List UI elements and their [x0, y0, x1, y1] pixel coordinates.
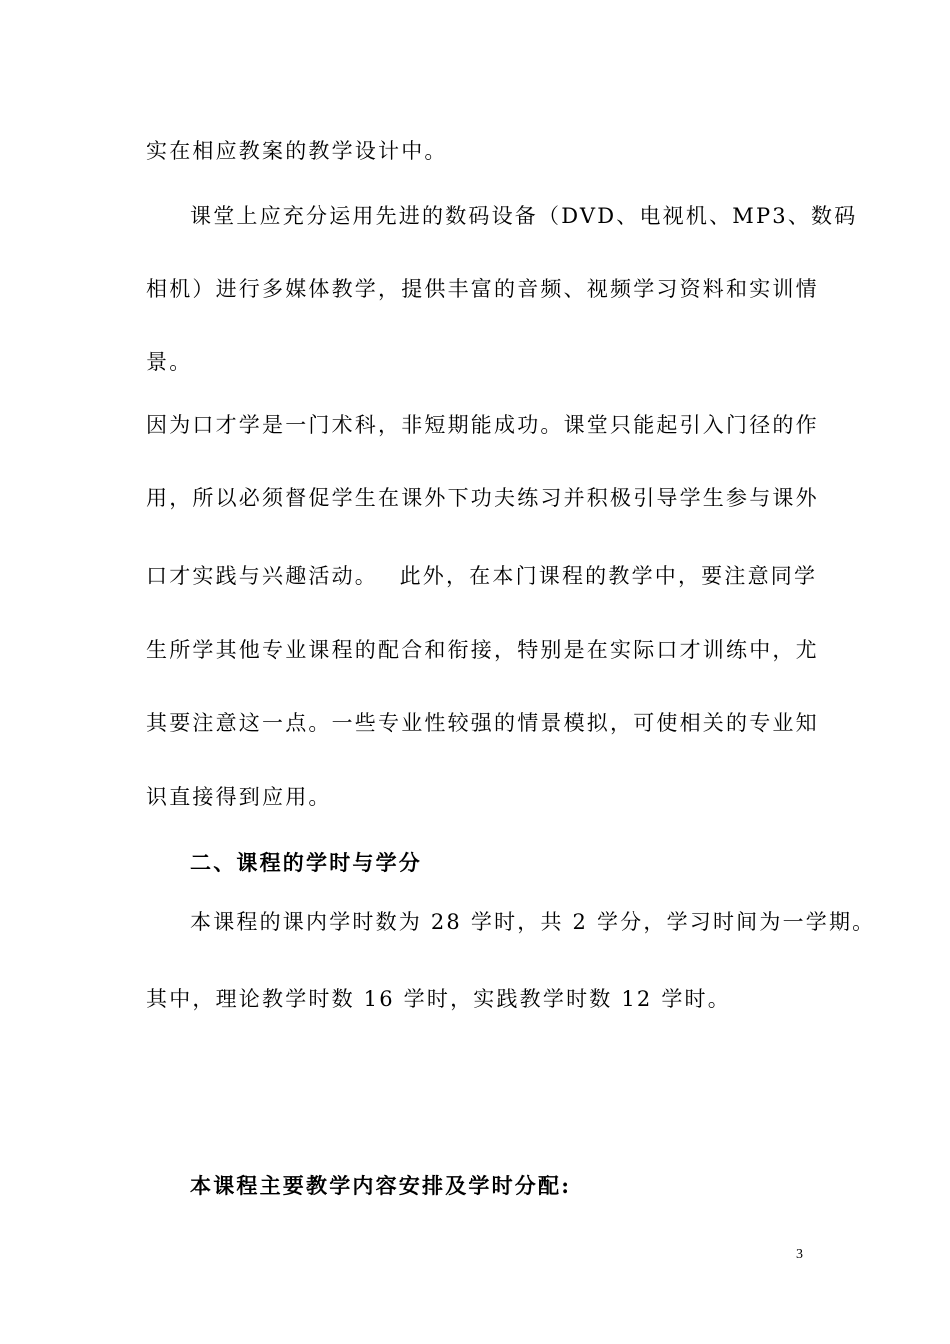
hours-line-1: 本课程的课内学时数为 28 学时，共 2 学分，学习时间为一学期。 [190, 910, 876, 934]
paragraph-line-1: 实在相应教案的教学设计中。 [146, 139, 448, 163]
paragraph-line-6: 用，所以必须督促学生在课外下功夫练习并积极引导学生参与课外 [146, 486, 819, 510]
page-number: 3 [796, 1247, 803, 1262]
paragraph-line-9: 其要注意这一点。一些专业性较强的情景模拟，可使相关的专业知 [146, 711, 819, 735]
paragraph-line-8: 生所学其他专业课程的配合和衔接，特别是在实际口才训练中，尤 [146, 638, 819, 662]
paragraph-line-7: 口才实践与兴趣活动。 此外，在本门课程的教学中，要注意同学 [146, 564, 818, 588]
paragraph-line-3: 相机）进行多媒体教学，提供丰富的音频、视频学习资料和实训情 [146, 277, 819, 301]
hours-line-2: 其中，理论教学时数 16 学时，实践教学时数 12 学时。 [146, 987, 731, 1011]
paragraph-line-4: 景。 [146, 350, 193, 374]
paragraph-line-5: 因为口才学是一门术科，非短期能成功。课堂只能起引入门径的作 [146, 413, 819, 437]
section-heading: 二、课程的学时与学分 [190, 850, 422, 875]
table-heading: 本课程主要教学内容安排及学时分配: [190, 1173, 572, 1198]
paragraph-line-10: 识直接得到应用。 [146, 785, 332, 809]
paragraph-line-2: 课堂上应充分运用先进的数码设备（DVD、电视机、MP3、数码 [190, 204, 858, 228]
